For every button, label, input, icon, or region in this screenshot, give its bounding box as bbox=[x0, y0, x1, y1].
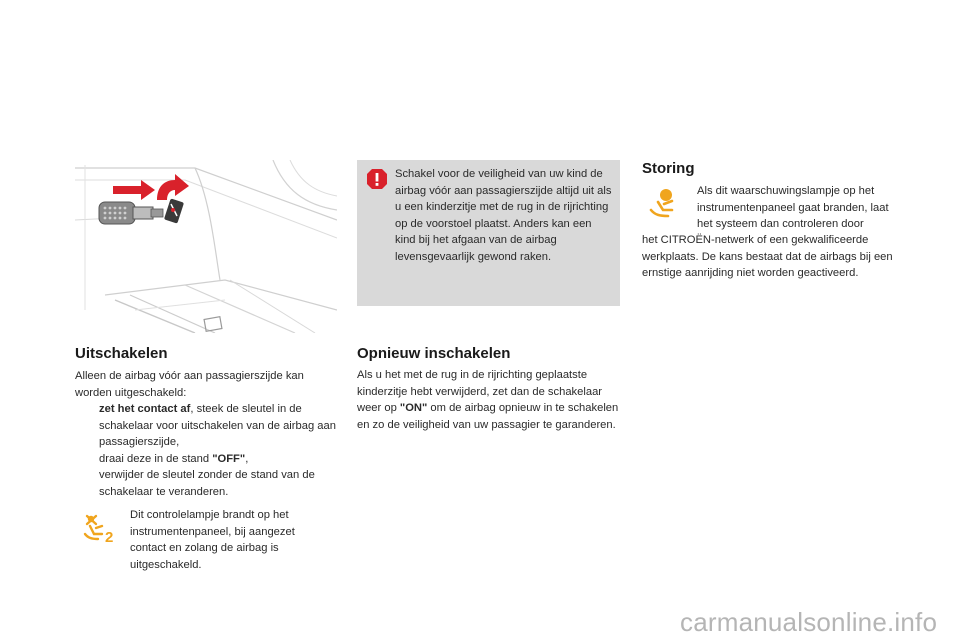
storing-text-full: het CITROËN-netwerk of een gekwalificeerde werkplaats. De kans bestaat dat de airbags bij een ernstige aanrijding niet worden geactiveerd. bbox=[642, 234, 893, 279]
step-2-bold: "OFF" bbox=[212, 452, 246, 465]
opnieuw-text-pre: Als u het met de rug in de rijrichting geplaatste kinderzitje hebt verwijderd, zet dan de schakelaar weer op bbox=[357, 369, 603, 414]
warning-exclamation-icon bbox=[366, 168, 388, 190]
step-3 bbox=[75, 467, 340, 500]
uitschakelen-body bbox=[75, 368, 340, 500]
svg-text:2: 2 bbox=[105, 529, 114, 544]
airbag-switch-illustration bbox=[75, 160, 337, 333]
step-1 bbox=[75, 401, 340, 451]
step-2 bbox=[75, 451, 340, 468]
uitschakelen-intro: Alleen de airbag vóór aan passagierszijde kan worden uitgeschakeld: bbox=[75, 370, 304, 399]
warning-text: Schakel voor de veiligheid van uw kind de airbag vóór aan passagierszijde altijd uit als u een kinderzitje met de rug in de rijrichting op de voorstoel plaatst. Anders kan een kind bij het afgaan van de airbag levensgevaarlijk gewond raken. bbox=[395, 168, 612, 263]
opnieuw-text-bold: "ON" bbox=[399, 402, 428, 414]
warning-box bbox=[357, 160, 620, 306]
airbag-fault-lamp-icon bbox=[648, 186, 682, 218]
step-2-post: , bbox=[245, 452, 249, 465]
lamp-text: Dit controlelampje brandt op het instrumentenpaneel, bij aangezet contact en zolang de airbag is uitgeschakeld. bbox=[130, 509, 295, 571]
dashboard-drawing bbox=[75, 160, 337, 333]
watermark: carmanualsonline.info bbox=[680, 607, 938, 637]
airbag-off-lamp-icon bbox=[82, 512, 118, 544]
uitschakelen-title: Uitschakelen bbox=[75, 345, 168, 362]
opnieuw-title: Opnieuw inschakelen bbox=[357, 345, 511, 362]
opnieuw-text bbox=[357, 367, 622, 433]
step-3-text: verwijder de sleutel zonder de stand van de schakelaar te veranderen. bbox=[99, 469, 315, 498]
step-1-rest: , steek de sleutel in de schakelaar voor uitschakelen van de airbag aan passagierszijde, bbox=[99, 403, 336, 448]
step-2-pre: draai deze in de stand bbox=[99, 452, 213, 465]
storing-text-indent: Als dit waarschuwingslampje op het instrumentenpaneel gaat branden, laat het systeem dan controleren door bbox=[697, 185, 889, 230]
opnieuw-text-post: om de airbag opnieuw in te schakelen en zo de veiligheid van uw passagier te garanderen. bbox=[357, 402, 619, 431]
uitschakelen-steps bbox=[75, 401, 340, 500]
step-1-bold: zet het contact af bbox=[99, 403, 191, 415]
storing-title: Storing bbox=[642, 160, 695, 177]
